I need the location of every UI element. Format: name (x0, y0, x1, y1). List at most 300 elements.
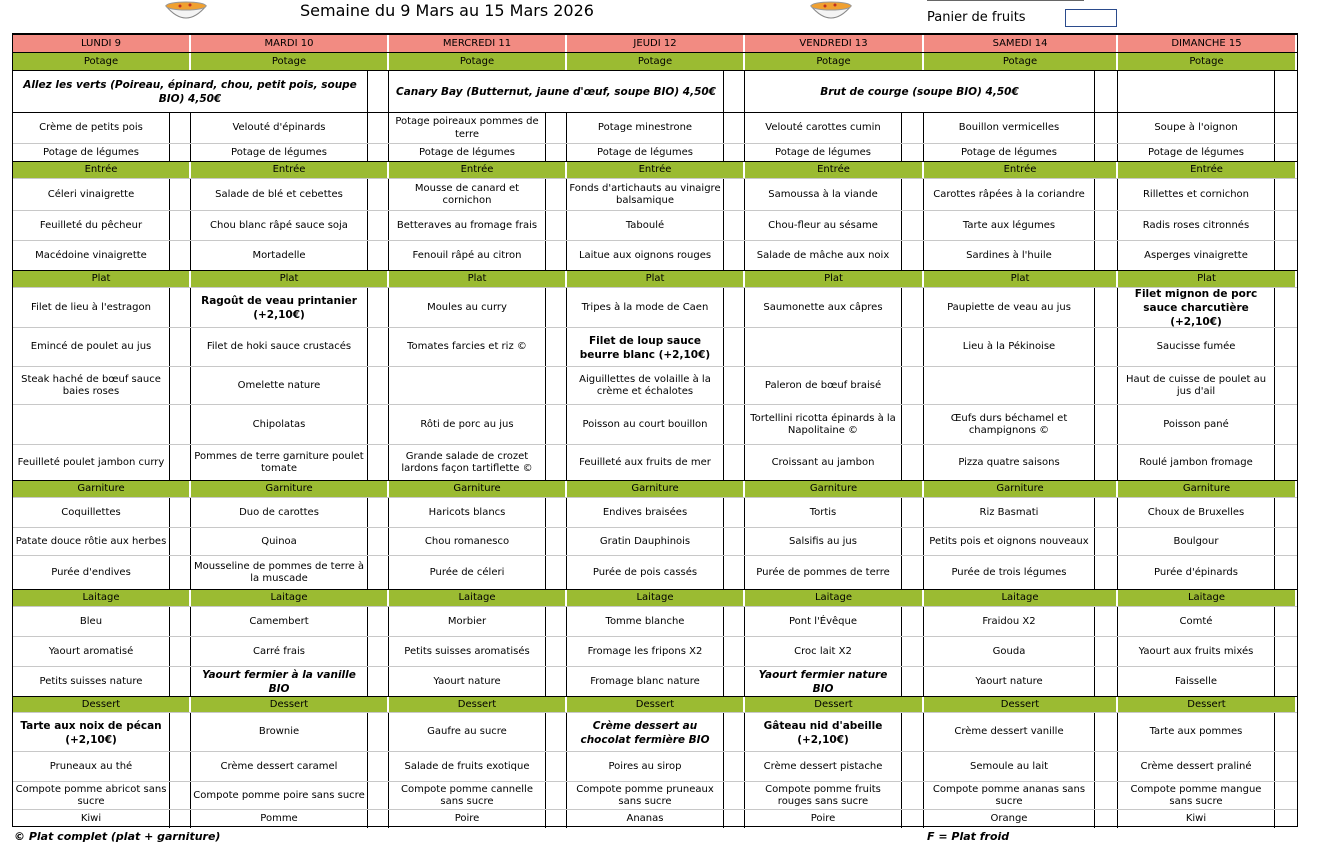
menu-item: Œufs durs béchamel et champignons © (924, 405, 1095, 445)
soup-bowl-icon (808, 0, 854, 24)
special-soup-empty (1118, 71, 1275, 113)
order-checkbox[interactable] (1095, 713, 1118, 752)
order-checkbox[interactable] (1275, 667, 1297, 697)
order-checkbox[interactable] (1275, 288, 1297, 328)
order-checkbox[interactable] (546, 367, 567, 405)
menu-item: Tortellini ricotta épinards à la Napolitaine © (745, 405, 902, 445)
menu-row (13, 606, 1297, 637)
menu-item: Potage de légumes (924, 144, 1095, 162)
order-checkbox[interactable] (170, 607, 191, 637)
menu-item: Filet de hoki sauce crustacés (191, 328, 368, 367)
menu-item: Potage de légumes (567, 144, 724, 162)
menu-item: Crème dessert praliné (1118, 752, 1275, 782)
order-checkbox[interactable] (368, 144, 389, 162)
order-checkbox[interactable] (1095, 288, 1118, 328)
menu-item: Lieu à la Pékinoise (924, 328, 1095, 367)
menu-item: Poires au sirop (567, 752, 724, 782)
menu-row (13, 404, 1297, 445)
menu-item: Rôti de porc au jus (389, 405, 546, 445)
order-checkbox[interactable] (724, 179, 745, 211)
order-checkbox[interactable] (170, 752, 191, 782)
section-header: Potage (924, 53, 1118, 71)
order-checkbox[interactable] (902, 752, 924, 782)
menu-item: Céleri vinaigrette (13, 179, 170, 211)
order-checkbox[interactable] (368, 241, 389, 271)
order-checkbox[interactable] (902, 556, 924, 590)
menu-item (389, 367, 546, 405)
order-checkbox[interactable] (368, 445, 389, 481)
menu-item: Tortis (745, 498, 902, 528)
day-header: MERCREDI 11 (389, 35, 567, 53)
order-checkbox[interactable] (724, 405, 745, 445)
menu-item: Croissant au jambon (745, 445, 902, 481)
order-checkbox[interactable] (546, 782, 567, 810)
order-checkbox[interactable] (170, 782, 191, 810)
order-checkbox[interactable] (170, 328, 191, 367)
order-checkbox[interactable] (724, 607, 745, 637)
order-checkbox[interactable] (902, 607, 924, 637)
order-checkbox[interactable] (170, 179, 191, 211)
menu-item: Saumonette aux câpres (745, 288, 902, 328)
menu-item: Asperges vinaigrette (1118, 241, 1275, 271)
menu-item: Morbier (389, 607, 546, 637)
order-checkbox[interactable] (1095, 405, 1118, 445)
order-checkbox[interactable] (368, 113, 389, 144)
menu-item: Macédoine vinaigrette (13, 241, 170, 271)
order-checkbox[interactable] (368, 782, 389, 810)
special-soup: Brut de courge (soupe BIO) 4,50€ (745, 71, 1095, 113)
menu-item: Tomme blanche (567, 607, 724, 637)
order-checkbox[interactable] (902, 782, 924, 810)
order-checkbox[interactable] (546, 810, 567, 828)
order-checkbox[interactable] (1095, 179, 1118, 211)
section-row-plat (13, 270, 1297, 288)
order-checkbox[interactable] (368, 288, 389, 328)
section-header: Garniture (924, 481, 1118, 498)
menu-item: Chou romanesco (389, 528, 546, 556)
menu-item: Filet mignon de porc sauce charcutière (+2,10€) (1118, 288, 1275, 328)
menu-item: Tomates farcies et riz © (389, 328, 546, 367)
section-header: Plat (389, 271, 567, 288)
order-checkbox[interactable] (724, 288, 745, 328)
menu-item: Ananas (567, 810, 724, 828)
order-checkbox[interactable] (724, 782, 745, 810)
order-checkbox[interactable] (1095, 556, 1118, 590)
order-checkbox[interactable] (902, 113, 924, 144)
order-checkbox[interactable] (546, 752, 567, 782)
day-header: DIMANCHE 15 (1118, 35, 1297, 53)
menu-item: Petits suisses aromatisés (389, 637, 546, 667)
section-header: Dessert (13, 697, 191, 713)
order-checkbox[interactable] (1095, 667, 1118, 697)
menu-item: Velouté d'épinards (191, 113, 368, 144)
menu-item: Paleron de bœuf braisé (745, 367, 902, 405)
menu-item: Saucisse fumée (1118, 328, 1275, 367)
menu-row (13, 809, 1297, 828)
order-checkbox[interactable] (170, 556, 191, 590)
order-checkbox[interactable] (1275, 637, 1297, 667)
section-header: Dessert (389, 697, 567, 713)
order-checkbox[interactable] (724, 556, 745, 590)
menu-item: Tarte aux noix de pécan (+2,10€) (13, 713, 170, 752)
order-checkbox[interactable] (724, 498, 745, 528)
menu-item: Feuilleté poulet jambon curry (13, 445, 170, 481)
order-checkbox[interactable] (724, 810, 745, 828)
order-checkbox[interactable] (902, 810, 924, 828)
order-checkbox[interactable] (724, 445, 745, 481)
order-checkbox[interactable] (902, 528, 924, 556)
order-checkbox[interactable] (546, 144, 567, 162)
section-header: Dessert (745, 697, 924, 713)
footer-legend-cold-dish: F = Plat froid (927, 830, 1010, 843)
section-header: Entrée (924, 162, 1118, 179)
menu-item: Poire (745, 810, 902, 828)
section-header: Laitage (13, 590, 191, 607)
section-header: Dessert (924, 697, 1118, 713)
menu-item: Crème dessert pistache (745, 752, 902, 782)
section-header: Entrée (389, 162, 567, 179)
section-header: Plat (924, 271, 1118, 288)
menu-item: Tripes à la mode de Caen (567, 288, 724, 328)
order-checkbox[interactable] (902, 637, 924, 667)
menu-item: Compote pomme pruneaux sans sucre (567, 782, 724, 810)
menu-item: Brownie (191, 713, 368, 752)
menu-item: Purée de trois légumes (924, 556, 1095, 590)
order-checkbox[interactable] (368, 211, 389, 241)
order-checkbox[interactable] (368, 556, 389, 590)
order-checkbox[interactable] (902, 328, 924, 367)
order-checkbox[interactable] (1275, 367, 1297, 405)
menu-item: Kiwi (1118, 810, 1275, 828)
menu-row (13, 751, 1297, 782)
menu-item: Tarte aux pommes (1118, 713, 1275, 752)
section-header: Laitage (191, 590, 389, 607)
menu-item: Purée de pommes de terre (745, 556, 902, 590)
section-row-garniture (13, 480, 1297, 498)
menu-item: Petits suisses nature (13, 667, 170, 697)
menu-item (924, 367, 1095, 405)
menu-item: Samoussa à la viande (745, 179, 902, 211)
menu-item: Riz Basmati (924, 498, 1095, 528)
order-checkbox[interactable] (902, 211, 924, 241)
order-checkbox[interactable] (170, 498, 191, 528)
menu-item: Taboulé (567, 211, 724, 241)
menu-item: Betteraves au fromage frais (389, 211, 546, 241)
menu-row (13, 497, 1297, 528)
order-checkbox[interactable] (1275, 445, 1297, 481)
page-header (0, 0, 1317, 33)
order-checkbox[interactable] (902, 288, 924, 328)
order-checkbox[interactable] (546, 113, 567, 144)
menu-item: Moules au curry (389, 288, 546, 328)
order-checkbox[interactable] (546, 241, 567, 271)
order-checkbox[interactable] (902, 405, 924, 445)
menu-row (13, 781, 1297, 810)
order-checkbox[interactable] (546, 637, 567, 667)
order-checkbox[interactable] (724, 367, 745, 405)
menu-item: Crème dessert au chocolat fermière BIO (567, 713, 724, 752)
menu-item: Radis roses citronnés (1118, 211, 1275, 241)
menu-row (13, 287, 1297, 328)
menu-item: Bouillon vermicelles (924, 113, 1095, 144)
menu-item: Semoule au lait (924, 752, 1095, 782)
order-checkbox[interactable] (546, 607, 567, 637)
order-checkbox[interactable] (724, 113, 745, 144)
order-checkbox[interactable] (170, 367, 191, 405)
order-checkbox[interactable] (368, 752, 389, 782)
order-checkbox[interactable] (546, 528, 567, 556)
section-header: Garniture (567, 481, 745, 498)
day-header: SAMEDI 14 (924, 35, 1118, 53)
menu-item: Pommes de terre garniture poulet tomate (191, 445, 368, 481)
order-checkbox[interactable] (1275, 405, 1297, 445)
order-checkbox[interactable] (1095, 637, 1118, 667)
menu-row (13, 527, 1297, 556)
fruit-basket-label: Panier de fruits (927, 10, 1026, 25)
soup-bowl-icon (163, 0, 209, 24)
menu-item: Compote pomme mangue sans sucre (1118, 782, 1275, 810)
order-checkbox[interactable] (368, 810, 389, 828)
order-checkbox[interactable] (724, 752, 745, 782)
menu-item: Choux de Bruxelles (1118, 498, 1275, 528)
specials-row (13, 70, 1297, 113)
menu-item: Purée de céleri (389, 556, 546, 590)
order-checkbox[interactable] (368, 71, 389, 113)
order-checkbox[interactable] (902, 667, 924, 697)
order-checkbox[interactable] (1095, 528, 1118, 556)
order-checkbox[interactable] (1095, 113, 1118, 144)
menu-item: Purée de pois cassés (567, 556, 724, 590)
section-header: Laitage (1118, 590, 1297, 607)
menu-item: Roulé jambon fromage (1118, 445, 1275, 481)
order-checkbox[interactable] (368, 607, 389, 637)
section-header: Laitage (389, 590, 567, 607)
order-checkbox[interactable] (1275, 752, 1297, 782)
order-checkbox[interactable] (1275, 607, 1297, 637)
order-checkbox[interactable] (368, 179, 389, 211)
order-checkbox[interactable] (546, 498, 567, 528)
section-header: Potage (567, 53, 745, 71)
order-checkbox[interactable] (546, 667, 567, 697)
section-header: Plat (191, 271, 389, 288)
menu-item: Faisselle (1118, 667, 1275, 697)
menu-row (13, 555, 1297, 590)
order-checkbox[interactable] (546, 288, 567, 328)
order-checkbox[interactable] (170, 113, 191, 144)
order-checkbox[interactable] (1275, 179, 1297, 211)
order-checkbox[interactable] (724, 637, 745, 667)
menu-item: Yaourt nature (389, 667, 546, 697)
order-checkbox[interactable] (724, 211, 745, 241)
menu-item: Orange (924, 810, 1095, 828)
order-checkbox[interactable] (368, 367, 389, 405)
menu-item: Salsifis au jus (745, 528, 902, 556)
order-checkbox[interactable] (170, 637, 191, 667)
menu-item: Compote pomme poire sans sucre (191, 782, 368, 810)
order-checkbox[interactable] (170, 211, 191, 241)
section-header: Dessert (191, 697, 389, 713)
menu-item: Pomme (191, 810, 368, 828)
order-checkbox[interactable] (368, 713, 389, 752)
order-checkbox[interactable] (368, 405, 389, 445)
order-checkbox[interactable] (170, 528, 191, 556)
order-checkbox[interactable] (170, 667, 191, 697)
menu-item: Yaourt nature (924, 667, 1095, 697)
menu-item: Compote pomme abricot sans sucre (13, 782, 170, 810)
order-checkbox[interactable] (368, 498, 389, 528)
order-checkbox[interactable] (1095, 498, 1118, 528)
order-checkbox[interactable] (1275, 810, 1297, 828)
order-checkbox[interactable] (1275, 241, 1297, 271)
menu-item: Patate douce rôtie aux herbes (13, 528, 170, 556)
menu-item: Compote pomme cannelle sans sucre (389, 782, 546, 810)
order-checkbox[interactable] (1095, 144, 1118, 162)
order-checkbox[interactable] (1275, 211, 1297, 241)
order-checkbox[interactable] (1275, 71, 1297, 113)
menu-item: Comté (1118, 607, 1275, 637)
order-checkbox[interactable] (1275, 782, 1297, 810)
order-checkbox[interactable] (546, 405, 567, 445)
order-checkbox[interactable] (368, 667, 389, 697)
menu-item: Yaourt fermier nature BIO (745, 667, 902, 697)
order-checkbox[interactable] (1275, 113, 1297, 144)
menu-item: Steak haché de bœuf sauce baies roses (13, 367, 170, 405)
menu-item: Haut de cuisse de poulet au jus d'ail (1118, 367, 1275, 405)
order-checkbox[interactable] (1275, 556, 1297, 590)
order-checkbox[interactable] (902, 241, 924, 271)
menu-row (13, 636, 1297, 667)
order-checkbox[interactable] (902, 179, 924, 211)
menu-item: Fromage les fripons X2 (567, 637, 724, 667)
menu-item: Aiguillettes de volaille à la crème et échalotes (567, 367, 724, 405)
order-checkbox[interactable] (1095, 328, 1118, 367)
order-checkbox[interactable] (1095, 211, 1118, 241)
order-checkbox[interactable] (170, 241, 191, 271)
menu-item (745, 328, 902, 367)
order-checkbox[interactable] (724, 667, 745, 697)
order-checkbox[interactable] (368, 328, 389, 367)
section-row-entree (13, 161, 1297, 179)
menu-item: Carré frais (191, 637, 368, 667)
order-checkbox[interactable] (1275, 328, 1297, 367)
order-checkbox[interactable] (724, 241, 745, 271)
order-checkbox[interactable] (546, 328, 567, 367)
order-checkbox[interactable] (170, 144, 191, 162)
order-checkbox[interactable] (902, 144, 924, 162)
section-header: Laitage (745, 590, 924, 607)
order-checkbox[interactable] (546, 445, 567, 481)
menu-item: Grande salade de crozet lardons façon tartiflette © (389, 445, 546, 481)
special-soup: Allez les verts (Poireau, épinard, chou, petit pois, soupe BIO) 4,50€ (13, 71, 368, 113)
menu-item: Coquillettes (13, 498, 170, 528)
order-checkbox[interactable] (1095, 782, 1118, 810)
order-checkbox[interactable] (1095, 445, 1118, 481)
footer-legend-complete-dish: © Plat complet (plat + garniture) (14, 830, 221, 843)
order-checkbox[interactable] (1095, 607, 1118, 637)
menu-row (13, 210, 1297, 241)
order-checkbox[interactable] (170, 810, 191, 828)
order-checkbox[interactable] (724, 144, 745, 162)
section-header: Potage (745, 53, 924, 71)
order-checkbox[interactable] (902, 445, 924, 481)
menu-item: Omelette nature (191, 367, 368, 405)
order-checkbox[interactable] (170, 713, 191, 752)
order-checkbox[interactable] (724, 71, 745, 113)
order-checkbox[interactable] (1095, 367, 1118, 405)
menu-item: Laitue aux oignons rouges (567, 241, 724, 271)
order-checkbox[interactable] (724, 713, 745, 752)
menu-item: Yaourt aux fruits mixés (1118, 637, 1275, 667)
order-checkbox[interactable] (902, 367, 924, 405)
menu-item (13, 405, 170, 445)
order-checkbox[interactable] (1275, 713, 1297, 752)
menu-item: Crème dessert caramel (191, 752, 368, 782)
menu-item: Ragoût de veau printanier (+2,10€) (191, 288, 368, 328)
menu-item: Rillettes et cornichon (1118, 179, 1275, 211)
menu-item: Petits pois et oignons nouveaux (924, 528, 1095, 556)
menu-item: Chou-fleur au sésame (745, 211, 902, 241)
order-checkbox[interactable] (724, 528, 745, 556)
day-header-row (13, 34, 1297, 53)
order-checkbox[interactable] (368, 637, 389, 667)
order-checkbox[interactable] (170, 445, 191, 481)
order-checkbox[interactable] (546, 556, 567, 590)
section-header: Plat (13, 271, 191, 288)
menu-row (13, 240, 1297, 271)
day-header: JEUDI 12 (567, 35, 745, 53)
fruit-basket-input[interactable] (1065, 9, 1117, 27)
menu-item: Purée d'épinards (1118, 556, 1275, 590)
menu-item: Mousseline de pommes de terre à la muscade (191, 556, 368, 590)
menu-item: Mousse de canard et cornichon (389, 179, 546, 211)
menu-item: Feuilleté du pêcheur (13, 211, 170, 241)
section-row-dessert (13, 696, 1297, 713)
order-checkbox[interactable] (170, 288, 191, 328)
day-header: VENDREDI 13 (745, 35, 924, 53)
menu-row (13, 178, 1297, 211)
order-checkbox[interactable] (1275, 144, 1297, 162)
menu-item: Salade de mâche aux noix (745, 241, 902, 271)
order-checkbox[interactable] (1095, 810, 1118, 828)
order-checkbox[interactable] (902, 713, 924, 752)
order-checkbox[interactable] (1275, 498, 1297, 528)
order-checkbox[interactable] (546, 713, 567, 752)
order-checkbox[interactable] (902, 498, 924, 528)
menu-item: Endives braisées (567, 498, 724, 528)
order-checkbox[interactable] (170, 405, 191, 445)
day-header: MARDI 10 (191, 35, 389, 53)
menu-item: Feuilleté aux fruits de mer (567, 445, 724, 481)
menu-item: Croc lait X2 (745, 637, 902, 667)
menu-row (13, 112, 1297, 144)
order-checkbox[interactable] (546, 211, 567, 241)
section-header: Potage (191, 53, 389, 71)
section-header: Garniture (1118, 481, 1297, 498)
menu-item: Fonds d'artichauts au vinaigre balsamique (567, 179, 724, 211)
section-row-potage (13, 52, 1297, 71)
menu-item: Potage de légumes (389, 144, 546, 162)
menu-item: Potage de légumes (1118, 144, 1275, 162)
order-checkbox[interactable] (368, 528, 389, 556)
order-checkbox[interactable] (1095, 752, 1118, 782)
menu-item: Gratin Dauphinois (567, 528, 724, 556)
order-checkbox[interactable] (1095, 241, 1118, 271)
order-checkbox[interactable] (546, 179, 567, 211)
menu-item: Potage minestrone (567, 113, 724, 144)
order-checkbox[interactable] (724, 328, 745, 367)
order-checkbox[interactable] (1095, 71, 1118, 113)
order-checkbox[interactable] (1275, 528, 1297, 556)
